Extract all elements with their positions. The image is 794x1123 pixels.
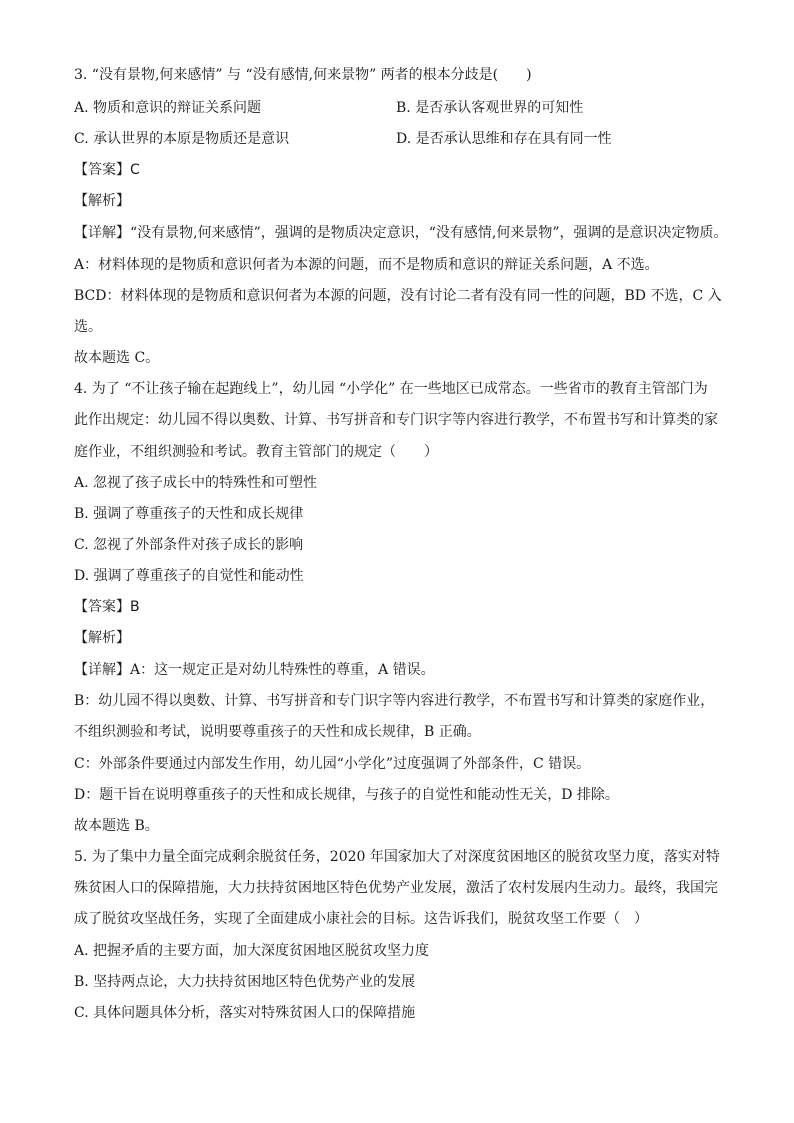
- question-3-detail-line: 【详解】“没有景物,何来感情”，强调的是物质决定意识，“没有感情,何来景物”，强调的是意识决定物质。: [74, 225, 728, 241]
- question-3-option-b: B. 是否承认客观世界的可知性: [396, 100, 584, 116]
- question-3-detail-line: BCD：材料体现的是物质和意识何者为本源的问题，没有讨论二者有没有同一性的问题，BD 不选，C 入: [74, 288, 722, 304]
- question-4-option-a: A. 忽视了孩子成长中的特殊性和可塑性: [74, 475, 318, 491]
- question-4-answer: 【答案】B: [74, 599, 140, 615]
- question-4-conclusion: 故本题选 B。: [74, 818, 159, 834]
- question-5-stem: 成了脱贫攻坚战任务，实现了全面建成小康社会的目标。这告诉我们，脱贫攻坚工作要（ ）: [74, 911, 648, 927]
- question-4-stem: 此作出规定：幼儿园不得以奥数、计算、书写拼音和专门识字等内容进行教学，不布置书写和计算类的家: [74, 412, 718, 428]
- question-3-detail-line: 选。: [74, 319, 102, 335]
- question-4-analysis-label: 【解析】: [74, 630, 130, 646]
- question-5-option-a: A. 把握矛盾的主要方面，加大深度贫困地区脱贫攻坚力度: [74, 943, 430, 959]
- question-3-option-a: A. 物质和意识的辩证关系问题: [74, 100, 262, 116]
- question-4-detail-line: 【详解】A：这一规定正是对幼儿特殊性的尊重，A 错误。: [74, 662, 435, 678]
- question-3-answer: 【答案】C: [74, 162, 140, 178]
- question-5-stem: 殊贫困人口的保障措施，大力扶持贫困地区特色优势产业发展，激活了农村发展内生动力。最终，我国完: [74, 880, 718, 896]
- question-4-option-c: C. 忽视了外部条件对孩子成长的影响: [74, 537, 304, 553]
- question-4-detail-line: D：题干旨在说明尊重孩子的天性和成长规律，与孩子的自觉性和能动性无关，D 排除。: [74, 787, 619, 803]
- question-4-option-b: B. 强调了尊重孩子的天性和成长规律: [74, 506, 304, 522]
- question-3-option-c: C. 承认世界的本原是物质还是意识: [74, 131, 290, 147]
- question-4-option-d: D. 强调了尊重孩子的自觉性和能动性: [74, 568, 304, 584]
- question-4-detail-line: B：幼儿园不得以奥数、计算、书写拼音和专门识字等内容进行教学，不布置书写和计算类的家庭作业，: [74, 693, 715, 709]
- question-4-stem: 4. 为了 “不让孩子输在起跑线上”，幼儿园 “小学化” 在一些地区已成常态。一些省市的教育主管部门为: [74, 381, 708, 397]
- question-5-option-b: B. 坚持两点论，大力扶持贫困地区特色优势产业的发展: [74, 974, 416, 990]
- question-4-detail-line: 不组织测验和考试，说明要尊重孩子的天性和成长规律，B 正确。: [74, 724, 481, 740]
- question-4-detail-line: C：外部条件要通过内部发生作用，幼儿园“小学化”过度强调了外部条件，C 错误。: [74, 756, 591, 772]
- question-5-stem: 5. 为了集中力量全面完成剩余脱贫任务，2020 年国家加大了对深度贫困地区的脱贫攻坚力度，落实对特: [74, 849, 720, 865]
- question-3-conclusion: 故本题选 C。: [74, 350, 160, 366]
- question-3-analysis-label: 【解析】: [74, 193, 130, 209]
- question-3-detail-line: A：材料体现的是物质和意识何者为本源的问题，而不是物质和意识的辩证关系问题，A 不选。: [74, 257, 659, 273]
- question-5-option-c: C. 具体问题具体分析，落实对特殊贫困人口的保障措施: [74, 1005, 416, 1021]
- question-3-stem: 3. “没有景物,何来感情” 与 “没有感情,何来景物” 两者的根本分歧是( ): [74, 67, 532, 83]
- question-3-option-d: D. 是否承认思维和存在具有同一性: [396, 131, 612, 147]
- question-4-stem: 庭作业，不组织测验和考试。教育主管部门的规定（ ）: [74, 444, 438, 460]
